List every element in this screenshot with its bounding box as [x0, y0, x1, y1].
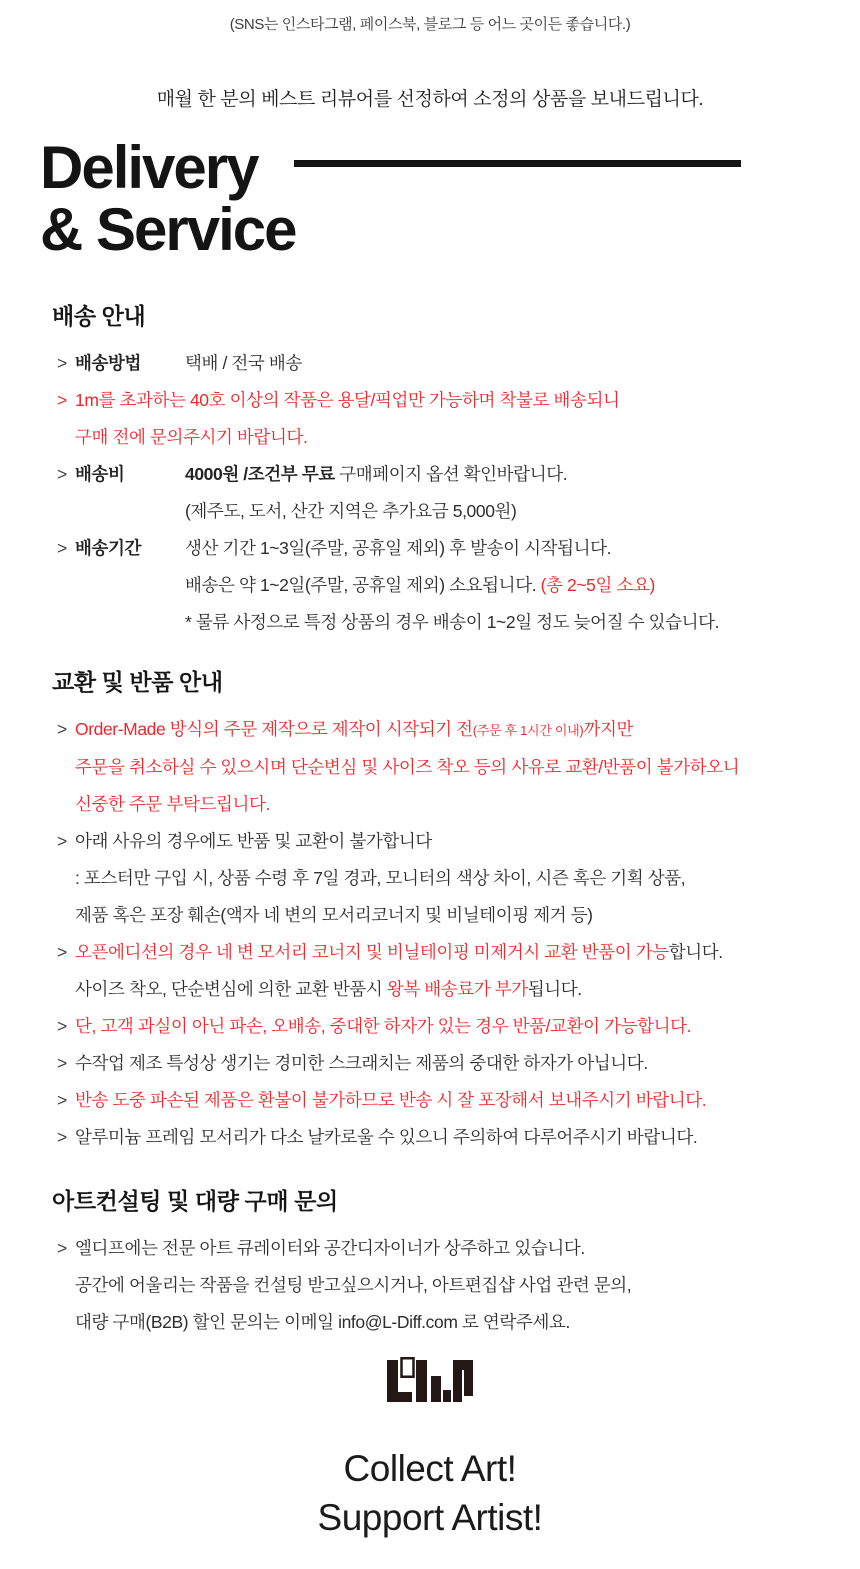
title-underline — [294, 160, 741, 167]
section-art-consulting — [52, 1186, 820, 1341]
bullet: > — [57, 538, 67, 558]
footer-slogan — [0, 1444, 860, 1542]
bullet: > — [57, 1238, 67, 1258]
aluminum-frame-text: 알루미늄 프레임 모서리가 다소 날카로울 수 있으니 주의하여 다루어주시기 바랍니다. — [75, 1127, 698, 1147]
bullet: > — [57, 1053, 67, 1073]
bullet: > — [57, 390, 67, 410]
open-edition-line2 — [75, 971, 723, 1008]
consulting-item — [57, 1230, 820, 1341]
order-made-line1-main: Order-Made 방식의 주문 제작으로 제작이 시작되기 전 — [75, 719, 473, 739]
exchange-item-order-made — [57, 711, 820, 823]
bullet: > — [57, 719, 67, 739]
shipping-fee-rest: 구매페이지 옵션 확인바랍니다. — [334, 464, 568, 484]
shipping-fee-row — [57, 456, 820, 530]
shipping-period-label: 배송기간 — [75, 538, 142, 558]
exchange-item-no-return-cases — [57, 823, 820, 934]
shipping-fee-value — [185, 456, 567, 493]
return-packing-text: 반송 도중 파손된 제품은 환불이 불가하므로 반송 시 잘 포장해서 보내주시기 바랍니다. — [75, 1090, 707, 1110]
period-line2-text: 배송은 약 1~2일(주말, 공휴일 제외) 소요됩니다. — [185, 575, 541, 595]
bullet: > — [57, 464, 67, 484]
exchange-item-open-edition — [57, 934, 820, 1008]
consulting-line3: 대량 구매(B2B) 할인 문의는 이메일 info@L-Diff.com 로 연락주세요. — [75, 1312, 570, 1332]
bullet: > — [57, 1090, 67, 1110]
order-made-line3: 신중한 주문 부탁드립니다. — [75, 794, 270, 814]
open-edition-line1 — [75, 934, 723, 971]
best-reviewer-note: 매월 한 분의 베스트 리뷰어를 선정하여 소정의 상품을 보내드립니다. — [156, 89, 704, 110]
period-line2-red: (총 2~5일 소요) — [540, 575, 655, 595]
shipping-period-row — [57, 530, 820, 641]
bullet: > — [57, 353, 67, 373]
no-return-line3: 제품 혹은 포장 훼손(액자 네 변의 모서리코너지 및 비닐테이핑 제거 등) — [75, 905, 593, 925]
page-title — [40, 134, 860, 263]
open-edition-line2-red: 왕복 배송료가 부가 — [386, 979, 528, 999]
order-made-line1-small: (주문 후 1시간 이내) — [472, 723, 584, 738]
shipping-fee-label: 배송비 — [75, 464, 125, 484]
exchange-heading: 교환 및 반품 안내 — [52, 669, 223, 695]
handmade-scratch-text: 수작업 제조 특성상 생기는 경미한 스크래치는 제품의 중대한 하자가 아닙니다. — [75, 1053, 648, 1073]
shipping-oversize-notice — [57, 382, 820, 456]
title-line1: Delivery — [40, 134, 258, 201]
open-edition-line1-red: 오픈에디션의 경우 네 변 모서리 코너지 및 비닐테이핑 미제거시 교환 반품이 가능 — [75, 942, 669, 962]
open-edition-line1-black: 합니다. — [668, 942, 723, 962]
shipping-fee-strong: 4000원 /조건부 무료 — [185, 464, 335, 484]
order-made-line1 — [75, 711, 739, 749]
exchange-item-handmade-scratch — [57, 1045, 820, 1082]
shipping-period-note: * 물류 사정으로 특정 상품의 경우 배송이 1~2일 정도 늦어질 수 있습니다. — [185, 612, 720, 632]
ldiff-logo-icon — [387, 1357, 473, 1403]
defect-allowed-text: 단, 고객 과실이 아닌 파손, 오배송, 중대한 하자가 있는 경우 반품/교환이 가능합니다. — [75, 1016, 692, 1036]
open-edition-line2-black2: 됩니다. — [527, 979, 582, 999]
oversize-line1: 1m를 초과하는 40호 이상의 작품은 용달/픽업만 가능하며 착불로 배송되니 — [75, 390, 620, 410]
exchange-item-aluminum-frame — [57, 1119, 820, 1156]
no-return-line2: : 포스터만 구입 시, 상품 수령 후 7일 경과, 모니터의 색상 차이, 시즌 혹은 기획 상품, — [75, 868, 686, 888]
section-shipping — [52, 301, 820, 641]
shipping-heading: 배송 안내 — [52, 303, 146, 329]
shipping-method-row — [57, 345, 820, 382]
consulting-heading: 아트컨설팅 및 대량 구매 문의 — [52, 1188, 338, 1214]
shipping-period-line1: 생산 기간 1~3일(주말, 공휴일 제외) 후 발송이 시작됩니다. — [185, 538, 612, 558]
shipping-fee-note: (제주도, 도서, 산간 지역은 추가요금 5,000원) — [185, 501, 517, 521]
bullet: > — [57, 1127, 67, 1147]
shipping-method-value: 택배 / 전국 배송 — [185, 353, 302, 373]
consulting-line2: 공간에 어울리는 작품을 컨설팅 받고싶으시거나, 아트편집샵 사업 관련 문의, — [75, 1275, 632, 1295]
shipping-period-line2 — [185, 567, 719, 604]
no-return-line1: 아래 사유의 경우에도 반품 및 교환이 불가합니다 — [75, 831, 432, 851]
slogan-line1: Collect Art! — [343, 1448, 517, 1489]
slogan-line2: Support Artist! — [317, 1497, 543, 1538]
section-exchange-return — [52, 667, 820, 1156]
oversize-line2: 구매 전에 문의주시기 바랍니다. — [75, 427, 308, 447]
bullet: > — [57, 1016, 67, 1036]
consulting-line1: 엘디프에는 전문 아트 큐레이터와 공간디자이너가 상주하고 있습니다. — [75, 1238, 585, 1258]
title-line2: & Service — [40, 196, 296, 263]
order-made-line2: 주문을 취소하실 수 있으시며 단순변심 및 사이즈 착오 등의 사유로 교환/반품이 불가하오니 — [75, 757, 740, 777]
exchange-item-return-packing — [57, 1082, 820, 1119]
open-edition-line2-black: 사이즈 착오, 단순변심에 의한 교환 반품시 — [75, 979, 387, 999]
bullet: > — [57, 942, 67, 962]
shipping-method-label: 배송방법 — [75, 353, 142, 373]
sns-note: (SNS는 인스타그램, 페이스북, 블로그 등 어느 곳이든 좋습니다.) — [229, 16, 631, 33]
exchange-item-defect-allowed — [57, 1008, 820, 1045]
order-made-line1-tail: 까지만 — [583, 719, 633, 739]
brand-logo-wrap — [0, 1357, 860, 1408]
bullet: > — [57, 831, 67, 851]
